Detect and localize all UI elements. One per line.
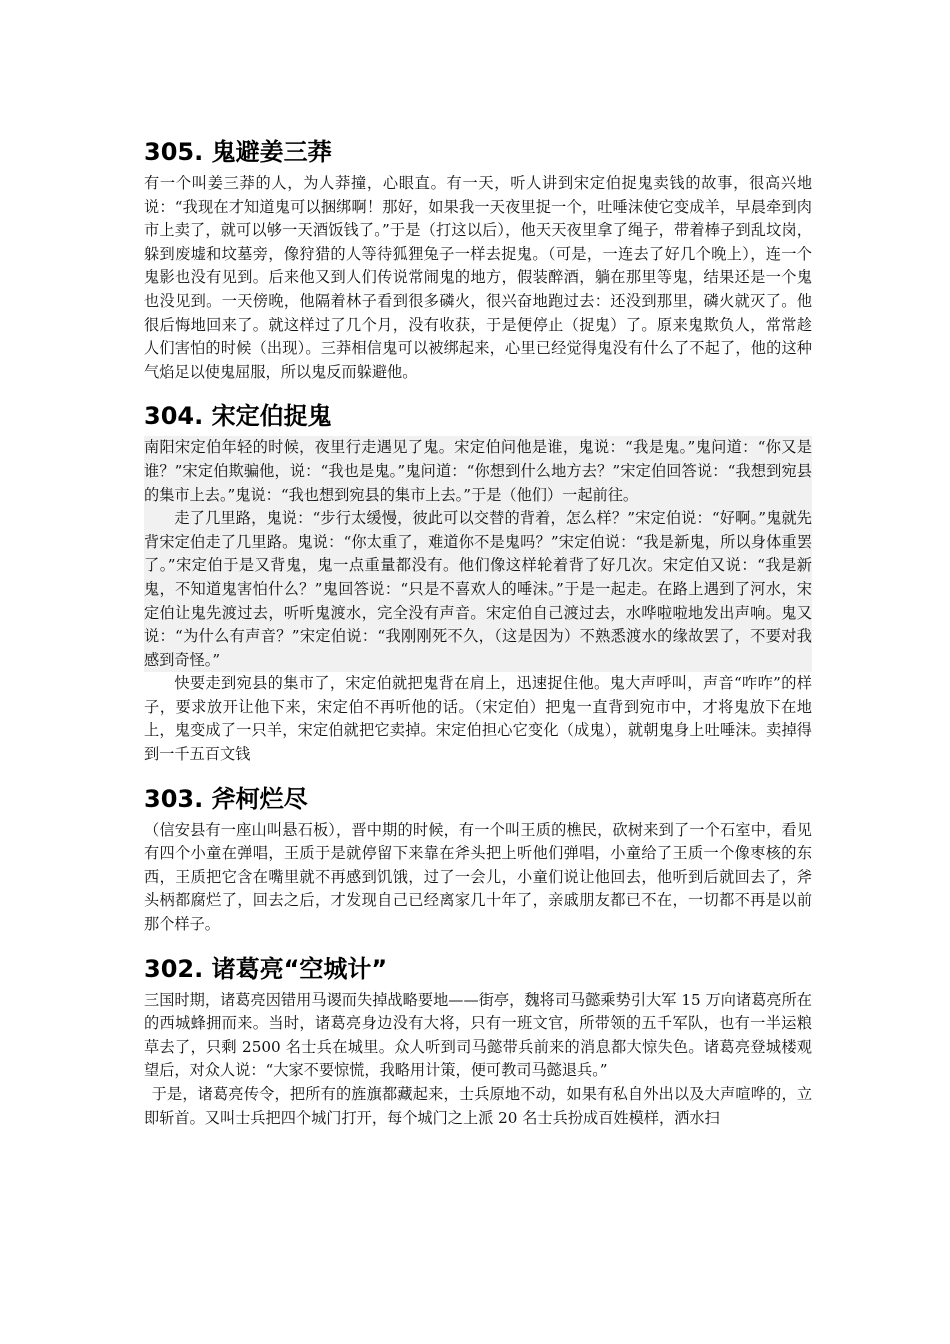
section-303 <box>144 781 812 937</box>
section-paragraph: （信安县有一座山叫悬石板），晋中期的时候，有一个叫王质的樵民，砍树来到了一个石室中，看见有四个小童在弹唱，王质于是就停留下来靠在斧头把上听他们弹唱，小童给了王质一个像枣核的东西，王质把它含在嘴里就不再感到饥饿，过了一会儿，小童们说让他回去，他听到后就回去了，斧头柄都腐烂了，回去之后，才发现自己已经离家几十年了，亲戚朋友都已不在，一切都不再是以前那个样子。 <box>144 820 812 934</box>
section-paragraph: 有一个叫姜三莽的人，为人莽撞，心眼直。有一天，听人讲到宋定伯捉鬼卖钱的故事，很高兴地说：“我现在才知道鬼可以捆绑啊！那好，如果我一天夜里捉一个，吐唾沫使它变成羊，早晨牵到肉市上卖了，就可以够一天酒饭钱了。”于是（打这以后），他天天夜里拿了绳子，带着棒子到乱坟岗，躲到废墟和坟墓旁，像狩猎的人等待狐狸兔子一样去捉鬼。（可是，一连去了好几个晚上），连一个鬼影也没有见到。后来他又到人们传说常闹鬼的地方，假装醉酒，躺在那里等鬼，结果还是一个鬼也没见到。一天傍晚，他隔着林子看到很多磷火，很兴奋地跑过去：还没到那里，磷火就灭了。他很后悔地回来了。就这样过了几个月，没有收获，于是便停止（捉鬼）了。原来鬼欺负人，常常趁人们害怕的时候（出现）。三莽相信鬼可以被绑起来，心里已经觉得鬼没有什么了不起了，他的这种气焰足以使鬼屈服，所以鬼反而躲避他。 <box>144 174 812 381</box>
section-304 <box>144 398 812 766</box>
section-title: 303. 斧柯烂尽 <box>144 784 308 813</box>
section-paragraph: 三国时期，诸葛亮因错用马谡而失掉战略要地——街亭，魏将司马懿乘势引大军 15 万向诸葛亮所在的西城蜂拥而来。当时，诸葛亮身边没有大将，只有一班文官，所带领的五千军队，也有一半运粮草去了，只剩 2500 名士兵在城里。众人听到司马懿带兵前来的消息都大惊失色。诸葛亮登城楼观望后，对众人说：“大家不要惊慌，我略用计策，便可教司马懿退兵。” <box>144 990 812 1080</box>
section-title: 305. 鬼避姜三莽 <box>144 138 332 166</box>
section-paragraph: 快要走到宛县的集市了，宋定伯就把鬼背在肩上，迅速捉住他。鬼大声呼叫，声音“咋咋”的样子，要求放开让他下来，宋定伯不再听他的话。（宋定伯）把鬼一直背到宛市中，才将鬼放下在地上，鬼变成了一只羊，宋定伯就把它卖掉。宋定伯担心它变化（成鬼），就朝鬼身上吐唾沫。卖掉得到一千五百文钱 <box>144 674 812 764</box>
document-page <box>144 120 812 1130</box>
section-paragraph: 走了几里路，鬼说：“步行太缓慢，彼此可以交替的背着，怎么样？”宋定伯说：“好啊。”鬼就先背宋定伯走了几里路。鬼说：“你太重了，难道你不是鬼吗？”宋定伯说：“我是新鬼，所以身体重罢了。”宋定伯于是又背鬼，鬼一点重量都没有。他们像这样轮着背了好几次。宋定伯又说：“我是新鬼，不知道鬼害怕什么？”鬼回答说：“只是不喜欢人的唾沫。”于是一起走。在路上遇到了河水，宋定伯让鬼先渡过去，听听鬼渡水，完全没有声音。宋定伯自己渡过去，水哗啦啦地发出声响。鬼又说：“为什么有声音？”宋定伯说：“我刚刚死不久，（这是因为）不熟悉渡水的缘故罢了，不要对我感到奇怪。” <box>144 507 812 672</box>
section-title: 304. 宋定伯捉鬼 <box>144 402 332 431</box>
section-302 <box>144 951 812 1131</box>
section-paragraph: 于是，诸葛亮传令，把所有的旌旗都藏起来，士兵原地不动，如果有私自外出以及大声喧哗的，立即斩首。又叫士兵把四个城门打开，每个城门之上派 20 名士兵扮成百姓模样，洒水扫 <box>144 1085 812 1127</box>
section-title: 302. 诸葛亮“空城计” <box>144 954 388 983</box>
section-305 <box>144 134 812 384</box>
section-paragraph: 南阳宋定伯年轻的时候，夜里行走遇见了鬼。宋定伯问他是谁，鬼说：“我是鬼。”鬼问道：“你又是谁？”宋定伯欺骗他，说：“我也是鬼。”鬼问道：“你想到什么地方去？”宋定伯回答说：“我想到宛县的集市上去。”鬼说：“我也想到宛县的集市上去。”于是（他们）一起前往。 <box>144 436 812 507</box>
